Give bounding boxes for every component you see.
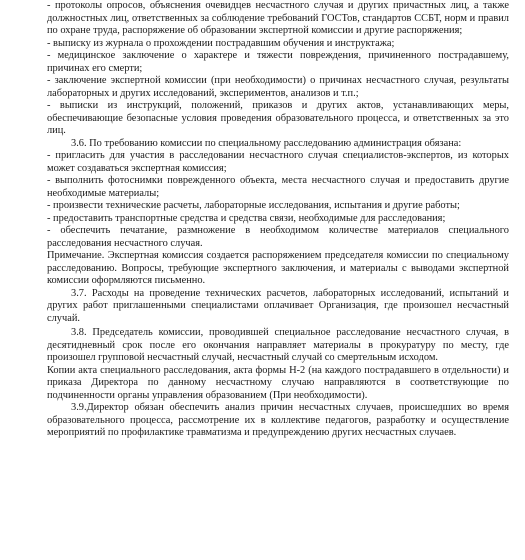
paragraph-expert-conclusion: - заключение экспертной комиссии (при необходимости) о причинах несчастного случая, результаты лабораторных и других исследований, экспериментов, анализов и т.п.; — [47, 75, 509, 99]
paragraph-copies: Копии акта специального расследования, акта формы Н-2 (на каждого пострадавшего в отдельности) и приказа Директора по данному несчастному случаю направляются в соответствующие по подчиненности органы управления образованием (При необходимости). — [47, 364, 509, 401]
paragraph-invite-experts: - пригласить для участия в расследовании несчастного случая специалистов-экспертов, из которых может создаваться экспертная комиссия; — [47, 150, 509, 174]
document-body — [47, 0, 509, 440]
section-3-7: 3.7. Расходы на проведение технических расчетов, лабораторных исследований, испытаний и других работ приглашенными специалистами оплачивает Организация, где произошел несчастный случай. — [47, 287, 509, 324]
paragraph-printing: - обеспечить печатание, размножение в необходимом количестве материалов специального расследования несчастного случая. — [47, 225, 509, 249]
paragraph-medical-conclusion: - медицинское заключение о характере и тяжести повреждения, причиненного пострадавшему, причинах его смерти; — [47, 50, 509, 74]
paragraph-instruction-extracts: - выписки из инструкций, положений, приказов и других актов, устанавливающих меры, обеспечивающие безопасные условия проведения образовательного процесса, и ответственных за это лиц. — [47, 100, 509, 136]
paragraph-journal-extract: - выписку из журнала о прохождении пострадавшим обучения и инструктажа; — [47, 37, 395, 49]
note-paragraph: Примечание. Экспертная комиссия создается распоряжением председателя комиссии по специальному расследованию. Вопросы, требующие экспертного заключения, и материалы с выводами экспертной комиссии оформляются письменно. — [47, 250, 509, 286]
paragraph-protocols: - протоколы опросов, объяснения очевидцев несчастного случая и других причастных лиц, а также должностных лиц, ответственных за соблюдение требований ГОСТов, стандартов ССБТ, норм и правил по охране труда, распоряжение об образовании экспертной комиссии и другие распоряжения; — [47, 0, 509, 36]
section-3-9: 3.9.Директор обязан обеспечить анализ причин несчастных случаев, происшедших во время образовательного процесса, рассмотрение их в коллективе педагогов, разработку и осуществление мероприятий по профилактике травматизма и предупреждению других несчастных случаев. — [47, 402, 509, 438]
section-3-6: 3.6. По требованию комиссии по специальному расследованию администрация обязана: — [71, 137, 462, 149]
section-3-8: 3.8. Председатель комиссии, проводившей специальное расследование несчастного случая, в десятидневный срок после его окончания направляет материалы в прокуратуру по месту, где произошел групповой несчастный случай, несчастный случай со смертельным исходом. — [47, 327, 509, 363]
paragraph-calculations: - произвести технические расчеты, лабораторные исследования, испытания и другие работы; — [47, 200, 460, 211]
paragraph-transport: - предоставить транспортные средства и средства связи, необходимые для расследования; — [47, 212, 446, 224]
paragraph-photos: - выполнить фотоснимки поврежденного объекта, места несчастного случая и предоставить другие необходимые материалы; — [47, 175, 509, 199]
